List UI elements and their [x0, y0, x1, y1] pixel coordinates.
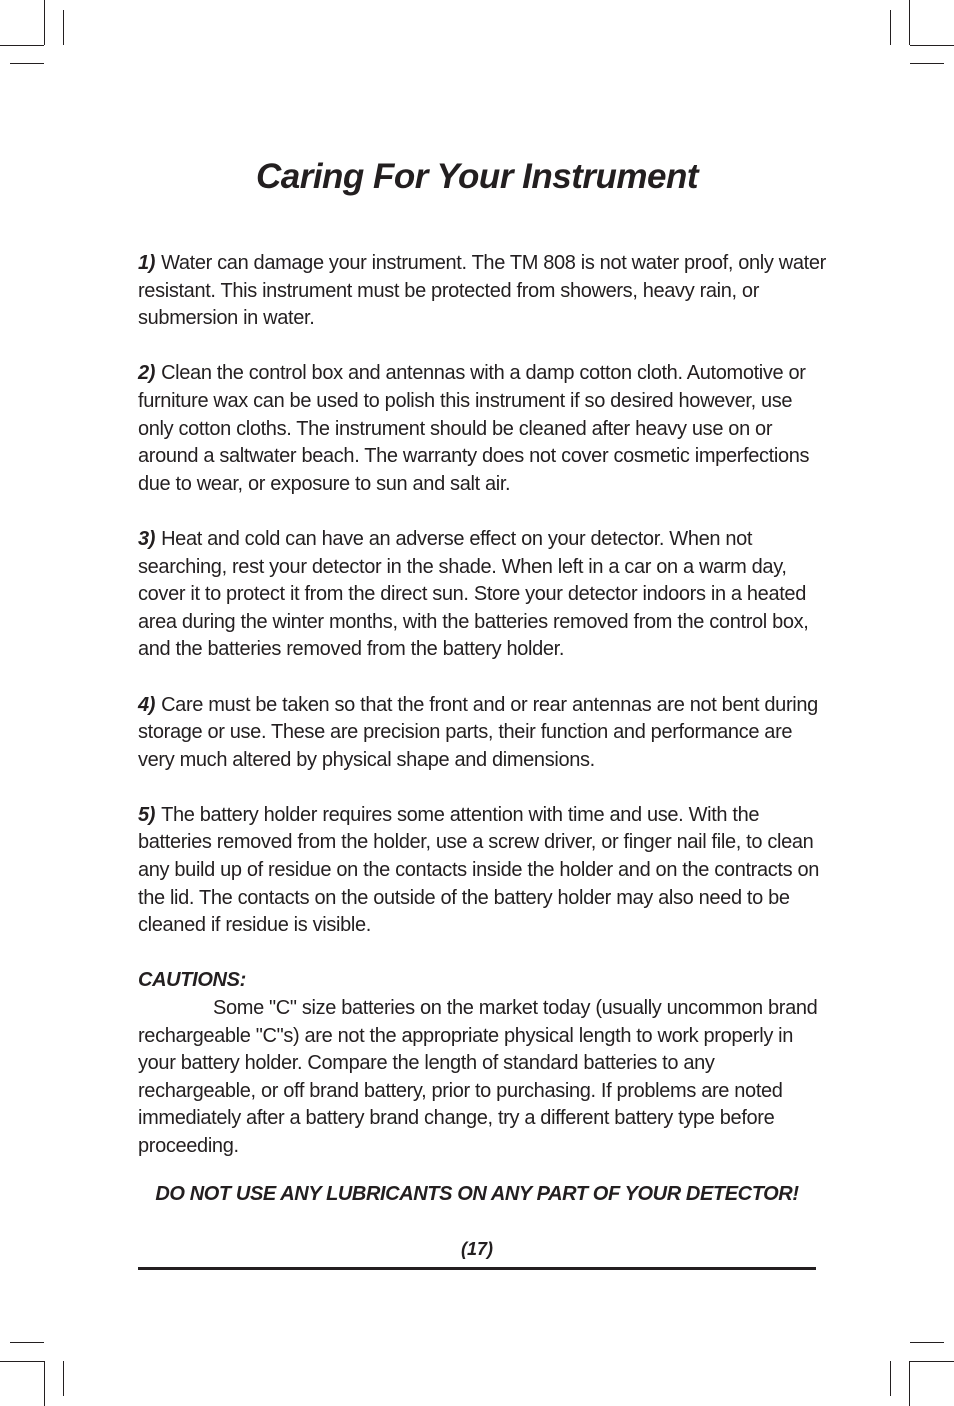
cautions-text: Some "C" size batteries on the market today (usually uncommon brand rechargeable "C"s) are not the appropriate physical length to work properly in your battery holder. Compare the length of standard batteries to any rechargeable, or off brand battery, prior to purchasing. If problems are noted immediately after a battery brand change, try a different battery type before proceeding. — [138, 997, 818, 1157]
crop-mark — [44, 0, 45, 45]
list-item — [138, 250, 828, 333]
item-number: 2) — [138, 362, 156, 385]
item-number: 5) — [138, 803, 156, 826]
crop-mark — [10, 1342, 44, 1343]
crop-mark — [10, 63, 44, 64]
warning-text: DO NOT USE ANY LUBRICANTS ON ANY PART OF YOUR DETECTOR! — [155, 1183, 799, 1205]
page-number: (17) — [460, 1239, 493, 1259]
crop-mark — [63, 10, 64, 45]
crop-mark — [63, 1361, 64, 1396]
page-title: Caring For Your Instrument — [255, 157, 699, 196]
item-text: Heat and cold can have an adverse effect on your detector. When not searching, rest your detector in the shade. When left in a car on a warm day, cover it to protect it from the direct sun. Store your detector indoors in a heated area during the winter months, with the batteries removed from the control box, and the batteries removed from the battery holder. — [138, 527, 809, 661]
list-item — [138, 692, 828, 775]
instructions-body — [138, 250, 828, 1188]
crop-mark — [44, 1361, 45, 1406]
crop-mark — [0, 1361, 44, 1362]
item-number: 3) — [138, 527, 156, 550]
cautions-heading: CAUTIONS: — [138, 969, 246, 992]
crop-mark — [890, 10, 891, 45]
item-text: The battery holder requires some attention with time and use. With the batteries removed from the holder, use a screw driver, or finger nail file, to clean any build up of residue on the contacts inside the holder and on the contracts on the lid. The contacts on the outside of the battery holder may also need to be cleaned if residue is visible. — [138, 803, 820, 937]
list-item — [138, 526, 828, 664]
list-item — [138, 802, 828, 940]
footer-rule — [138, 1267, 816, 1270]
item-text: Water can damage your instrument. The TM 808 is not water proof, only water resistant. This instrument must be protected from showers, heavy rain, or submersion in water. — [138, 252, 826, 330]
crop-mark — [909, 0, 910, 45]
list-item — [138, 360, 828, 498]
item-text: Care must be taken so that the front and or rear antennas are not bent during storage or use. These are precision parts, their function and performance are very much altered by physical shape and dimensions. — [138, 693, 818, 771]
item-text: Clean the control box and antennas with a damp cotton cloth. Automotive or furniture wax can be used to polish this instrument if so desired however, use only cotton cloths. The instrument should be cleaned after heavy use on or around a saltwater beach. The warranty does not cover cosmetic imperfections due to wear, or exposure to sun and salt air. — [138, 362, 810, 495]
item-number: 1) — [138, 252, 156, 274]
crop-mark — [910, 1361, 954, 1362]
crop-mark — [890, 1361, 891, 1396]
crop-mark — [0, 45, 44, 46]
crop-mark — [909, 1361, 910, 1406]
crop-mark — [910, 63, 944, 64]
crop-mark — [910, 1342, 944, 1343]
cautions-section — [138, 967, 828, 1160]
item-number: 4) — [138, 693, 156, 716]
crop-mark — [910, 45, 954, 46]
